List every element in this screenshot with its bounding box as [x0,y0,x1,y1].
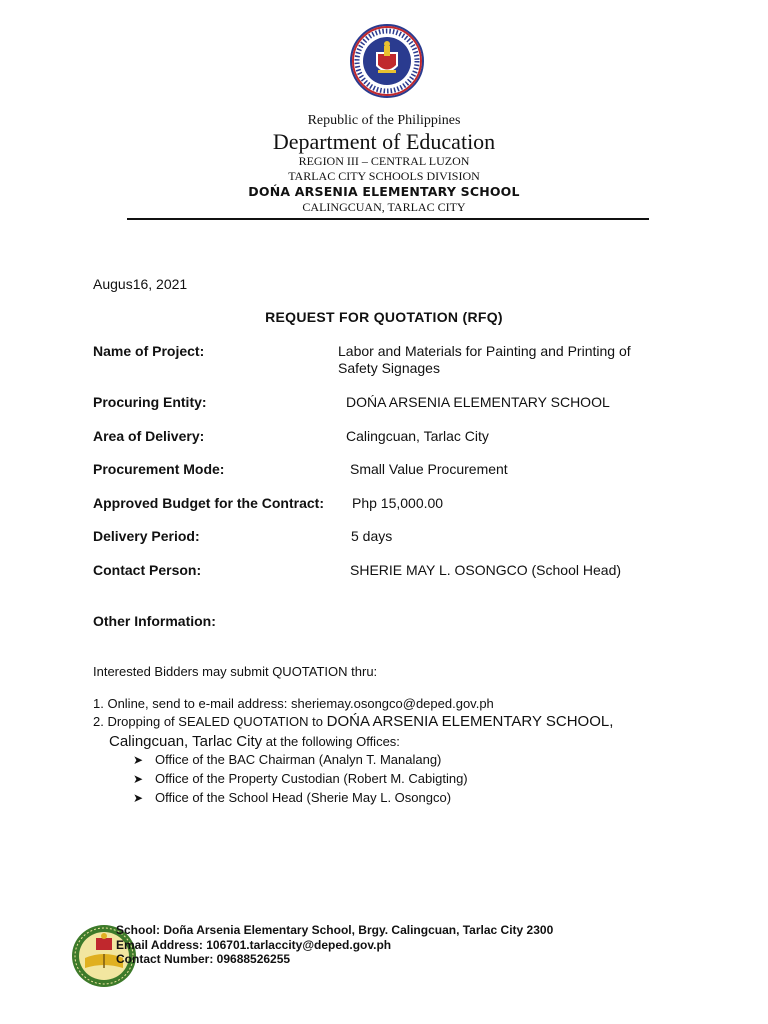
document-date: Augus16, 2021 [93,276,188,292]
submission-item-dropping [93,713,613,730]
dropping-text: 2. Dropping of SEALED QUOTATION to [93,714,327,729]
budget-label: Approved Budget for the Contract: [93,495,324,511]
delivery-area-label: Area of Delivery: [93,428,205,444]
other-info-heading: Other Information: [93,613,216,629]
arrow-bullet-icon: ➤ [133,791,144,805]
office-list-item [133,790,451,805]
entity-value: DOŃA ARSENIA ELEMENTARY SCHOOL [346,394,610,410]
department-name: Department of Education [272,129,496,154]
deped-seal-icon [350,24,424,98]
footer-contact-number: Contact Number: 09688526255 [116,952,291,966]
office-label: Office of the BAC Chairman (Analyn T. Manalang) [155,752,442,767]
project-value-line2: Safety Signages [338,360,440,376]
dropping-school-name: DOŃA ARSENIA ELEMENTARY SCHOOL, [326,713,614,730]
project-value-line1: Labor and Materials for Painting and Printing of [338,343,631,359]
office-label: Office of the School Head (Sherie May L. Osongco) [155,790,452,805]
footer-email: Email Address: 106701.tarlaccity@deped.gov.ph [116,937,392,952]
procurement-mode-value: Small Value Procurement [350,461,508,477]
footer-contact-block [116,923,553,967]
other-info-intro: Interested Bidders may submit QUOTATION thru: [93,664,378,679]
division-line: TARLAC CITY SCHOOLS DIVISION [288,169,480,183]
office-label: Office of the Property Custodian (Robert M. Cabigting) [155,771,468,786]
school-address-header: CALINGCUAN, TARLAC CITY [302,200,466,214]
dropping-offices-text: at the following Offices: [262,734,400,749]
school-name-header: DOŃA ARSENIA ELEMENTARY SCHOOL [248,184,520,199]
dropping-location: Calingcuan, Tarlac City [109,733,263,750]
header-divider [127,218,649,220]
delivery-area-value: Calingcuan, Tarlac City [346,428,489,444]
arrow-bullet-icon: ➤ [133,753,144,767]
project-label: Name of Project: [93,343,205,359]
region-line: REGION III – CENTRAL LUZON [298,154,470,168]
contact-person-value: SHERIE MAY L. OSONGCO (School Head) [350,562,622,578]
office-list-item [133,752,441,767]
delivery-period-label: Delivery Period: [93,528,200,544]
document-title: REQUEST FOR QUOTATION (RFQ) [265,309,503,325]
contact-person-label: Contact Person: [93,562,202,578]
budget-value: Php 15,000.00 [352,495,444,511]
submission-item-dropping-cont [109,733,400,750]
footer-school: School: Doña Arsenia Elementary School, Brgy. Calingcuan, Tarlac City 2300 [116,923,554,937]
procurement-mode-label: Procurement Mode: [93,461,225,477]
delivery-period-value: 5 days [351,528,393,544]
arrow-bullet-icon: ➤ [133,772,144,786]
office-list-item [133,771,468,786]
entity-label: Procuring Entity: [93,394,207,410]
republic-line: Republic of the Philippines [307,113,461,128]
submission-item-online: 1. Online, send to e-mail address: sheriemay.osongco@deped.gov.ph [93,696,494,711]
